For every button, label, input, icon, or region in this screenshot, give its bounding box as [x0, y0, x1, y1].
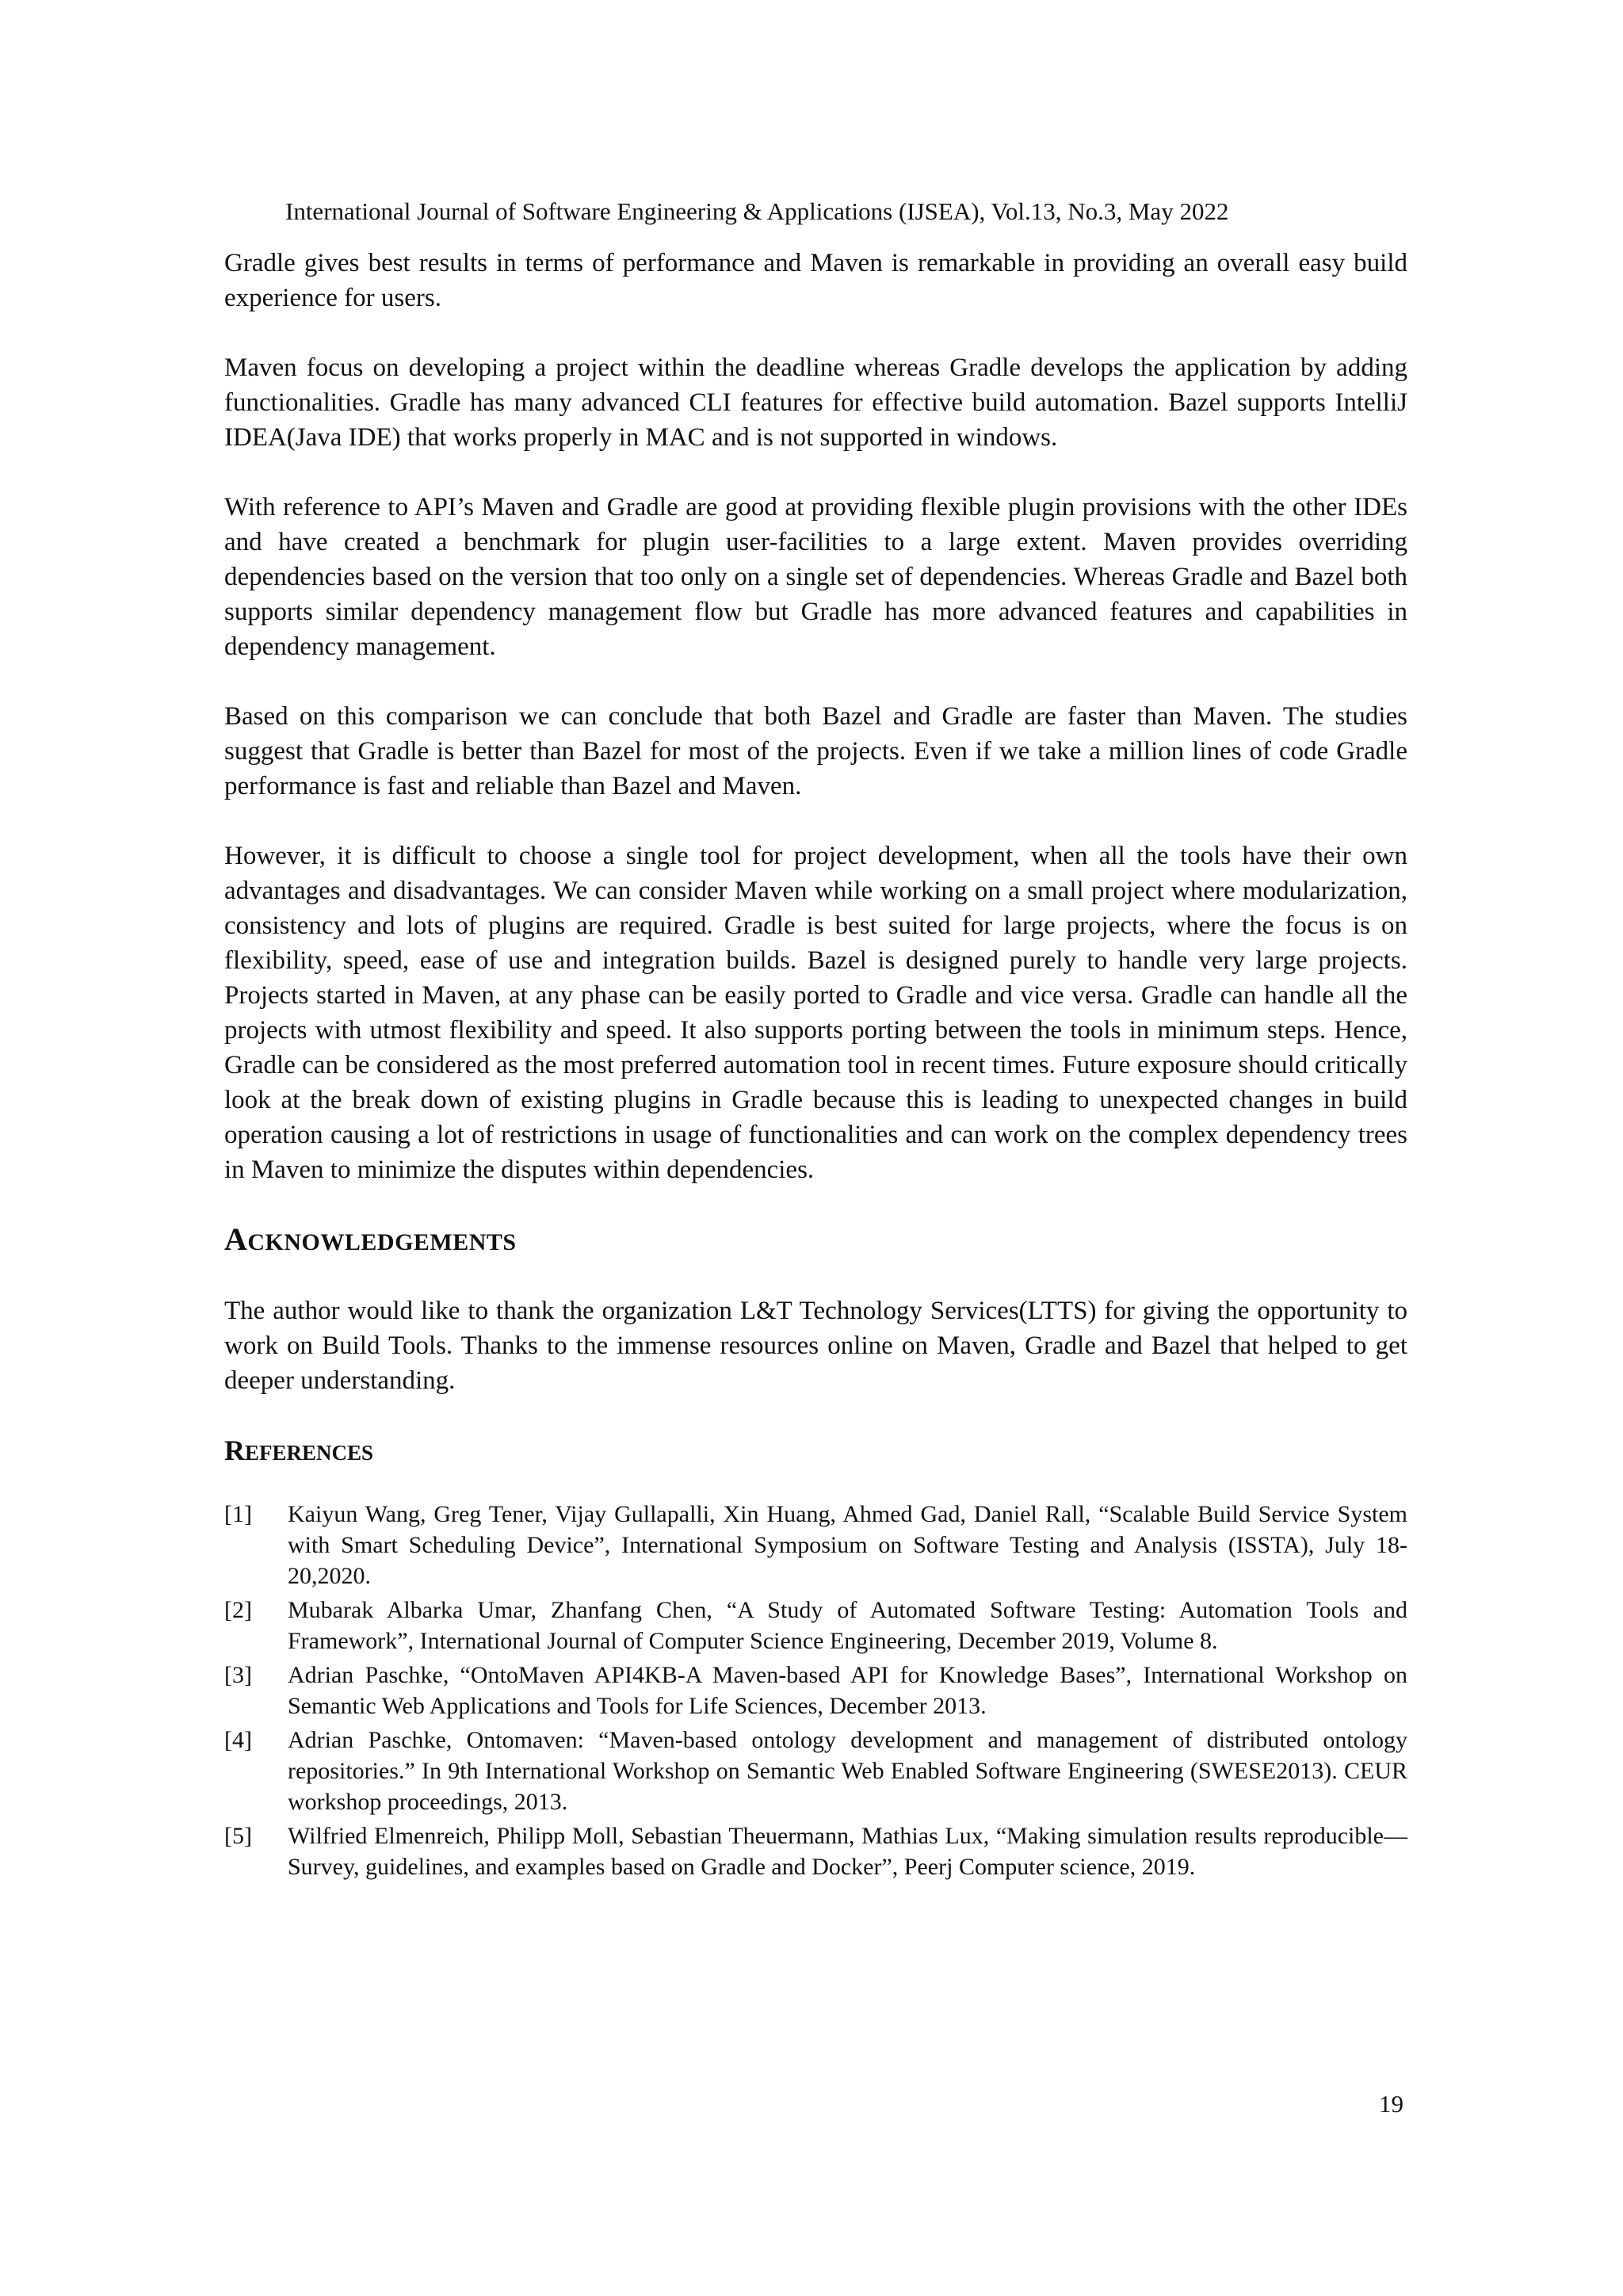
references-heading: [224, 1433, 1407, 1470]
acknowledgements-heading-initial: A: [224, 1221, 248, 1257]
body-paragraph-5: However, it is difficult to choose a single tool for project development, when all the tools have their own advantages and disadvantages. We can consider Maven while working on a small project where modularization, consistency and lots of plugins are required. Gradle is best suited for large projects, where the focus is on flexibility, speed, ease of use and integration builds. Bazel is designed purely to handle very large projects. Projects started in Maven, at any phase can be easily ported to Gradle and vice versa. Gradle can handle all the projects with utmost flexibility and speed. It also supports porting between the tools in minimum steps. Hence, Gradle can be considered as the most preferred automation tool in recent times. Future exposure should critically look at the break down of existing plugins in Gradle because this is leading to unexpected changes in build operation causing a lot of restrictions in usage of functionalities and can work on the complex dependency trees in Maven to minimize the disputes within dependencies.: [224, 842, 1407, 1184]
reference-text: Adrian Paschke, Ontomaven: “Maven-based ontology development and management of distributed ontology repositories.” In 9th International Workshop on Semantic Web Enabled Software Engineering (SWESE2013). CEUR workshop proceedings, 2013.: [288, 1727, 1407, 1815]
references-heading-initial: R: [224, 1435, 245, 1466]
body-paragraph-1: Gradle gives best results in terms of performance and Maven is remarkable in providing an overall easy build experience for users.: [224, 249, 1407, 312]
reference-item: [224, 1499, 1407, 1591]
reference-text: Mubarak Albarka Umar, Zhanfang Chen, “A Study of Automated Software Testing: Automation Tools and Framework”, International Journal of Computer Science Engineering, December 2019, Volume 8.: [288, 1597, 1407, 1654]
reference-text: Wilfried Elmenreich, Philipp Moll, Sebastian Theuermann, Mathias Lux, “Making simulation results reproducible— Survey, guidelines, and examples based on Gradle and Docker”, Peerj Computer science, 2019.: [288, 1823, 1407, 1880]
page-number: 19: [1379, 2090, 1403, 2118]
reference-item: [224, 1725, 1407, 1817]
reference-number: [3]: [224, 1662, 252, 1688]
reference-number: [4]: [224, 1727, 252, 1753]
reference-text: Adrian Paschke, “OntoMaven API4KB-A Maven-based API for Knowledge Bases”, International Workshop on Semantic Web Applications and Tools for Life Sciences, December 2013.: [288, 1662, 1407, 1719]
reference-list: [224, 1499, 1407, 1882]
body-paragraph-2: Maven focus on developing a project within the deadline whereas Gradle develops the application by adding functionalities. Gradle has many advanced CLI features for effective build automation. Bazel supports IntelliJ IDEA(Java IDE) that works properly in MAC and is not supported in windows.: [224, 353, 1407, 452]
reference-item: [224, 1660, 1407, 1721]
references-heading-rest: EFERENCES: [245, 1441, 374, 1465]
reference-number: [1]: [224, 1501, 252, 1527]
reference-item: [224, 1595, 1407, 1656]
reference-number: [5]: [224, 1823, 252, 1849]
acknowledgements-heading-rest: CKNOWLEDGEMENTS: [247, 1229, 517, 1255]
body-paragraph-3: With reference to API’s Maven and Gradle are good at providing flexible plugin provisions with the other IDEs and have created a benchmark for plugin user-facilities to a large extent. Maven provides overriding dependencies based on the version that too only on a single set of dependencies. Whereas Gradle and Bazel both supports similar dependency management flow but Gradle has more advanced features and capabilities in dependency management.: [224, 493, 1407, 661]
reference-text: Kaiyun Wang, Greg Tener, Vijay Gullapalli, Xin Huang, Ahmed Gad, Daniel Rall, “Scalable Build Service System with Smart Scheduling Device”, International Symposium on Software Testing and Analysis (ISSTA), July 18-20,2020.: [288, 1501, 1407, 1589]
running-header: International Journal of Software Engineering & Applications (IJSEA), Vol.13, No.3, May 2022: [285, 197, 1229, 225]
reference-number: [2]: [224, 1597, 252, 1623]
body-paragraph-4: Based on this comparison we can conclude that both Bazel and Gradle are faster than Maven. The studies suggest that Gradle is better than Bazel for most of the projects. Even if we take a million lines of code Gradle performance is fast and reliable than Bazel and Maven.: [224, 702, 1407, 800]
acknowledgements-text: The author would like to thank the organization L&T Technology Services(LTTS) for giving the opportunity to work on Build Tools. Thanks to the immense resources online on Maven, Gradle and Bazel that helped to get deeper understanding.: [224, 1297, 1407, 1395]
reference-item: [224, 1820, 1407, 1882]
acknowledgements-heading: [224, 1222, 1407, 1260]
page-content: [224, 246, 1407, 1885]
